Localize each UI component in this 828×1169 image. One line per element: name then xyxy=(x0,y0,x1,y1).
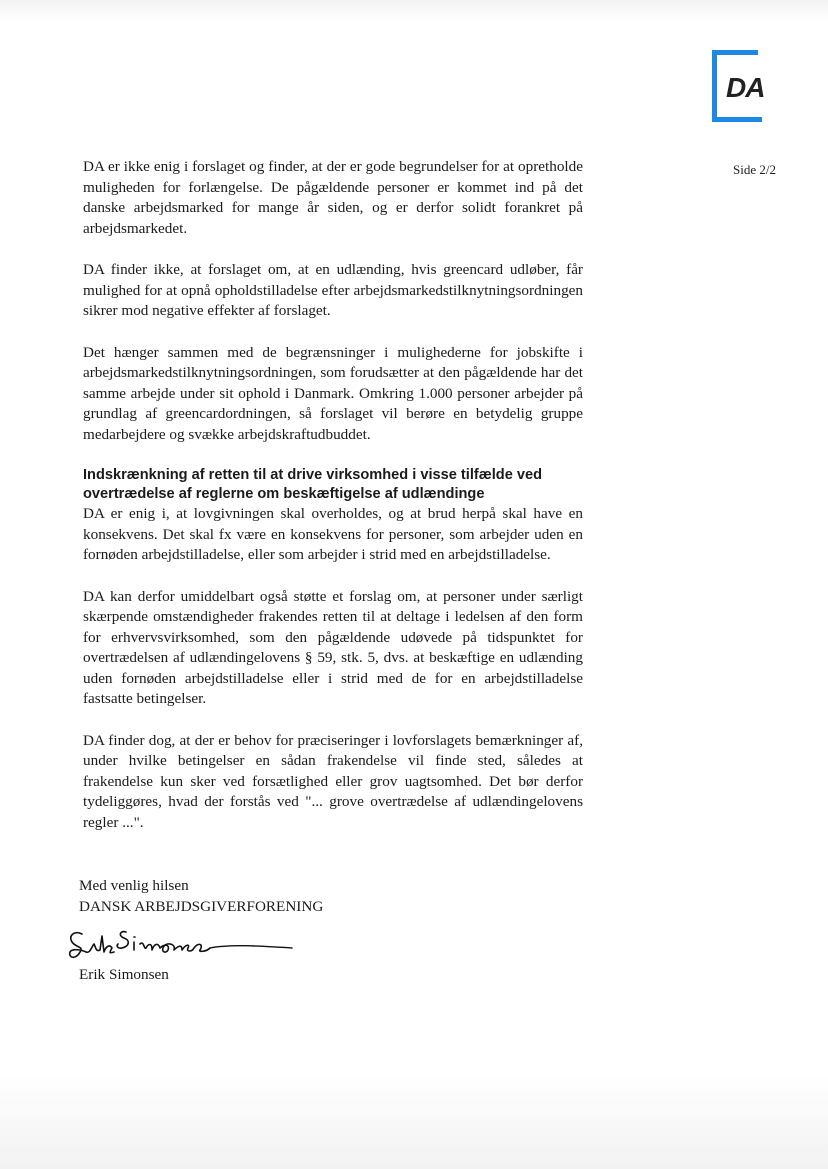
letter-body xyxy=(83,157,583,854)
paragraph-3: Det hænger sammen med de begrænsninger i mulighederne for jobskifte i arbejdsmarkedstilknytningsordningen, som forudsætter at den pågældende har det samme arbejde under sit ophold i Danmark. Omkring 1.000 personer arbejder på grundlag af greencardordningen, så forslaget vil berøre en betydelig gruppe medarbejdere og svække arbejdskraftudbuddet. xyxy=(83,343,583,443)
paragraph-6: DA finder dog, at der er behov for præciseringer i lovforslagets bemærkninger af, under hvilke betingelser en sådan frakendelse vil finde sted, således at frakendelse kun sker ved forsætlighed eller grov uagtsomhed. Det bør derfor tydeliggøres, hvad der forstås ved "... grove overtrædelse af udlændingelovens regler ...". xyxy=(83,731,583,831)
paragraph-4: DA er enig i, at lovgivningen skal overholdes, og at brud herpå skal have en konsekvens. Det skal fx være en konsekvens for personer, som arbejder uden en fornøden arbejdstilladelse, eller som arbejder i strid med en arbejdstilladelse. xyxy=(83,505,583,563)
paragraph-5: DA kan derfor umiddelbart også støtte et forslag om, at personer under særligt skærpende omstændigheder frakendes retten til at deltage i ledelsen af den form for erhvervsvirksomhed, som den pågældende udøvede på tidspunktet for overtrædelsen af udlændingelovens § 59, stk. 5, dvs. at beskæftige en udlænding uden fornøden arbejdstilladelse eller i strid med de for en arbejdstilladelse fastsatte betingelser. xyxy=(83,587,583,707)
da-logo xyxy=(712,50,768,122)
section-heading: Indskrænkning af retten til at drive virksomhed i visse tilfælde ved overtrædelse af reglerne om beskæftigelse af udlændinge xyxy=(83,467,543,502)
page-number: Side 2/2 xyxy=(733,162,776,177)
greeting: Med venlig hilsen xyxy=(79,877,189,894)
handwritten-signature xyxy=(60,922,300,966)
paragraph-2: DA finder ikke, at forslaget om, at en udlænding, hvis greencard udløber, får mulighed for at opnå opholdstilladelse efter arbejdsmarkedstilknytningsordningen sikrer mod negative effekter af forslaget. xyxy=(83,261,583,319)
logo-text: DA xyxy=(726,72,765,103)
scan-edge-top xyxy=(0,0,828,22)
signer-name: Erik Simonsen xyxy=(79,966,169,983)
paragraph-1: DA er ikke enig i forslaget og finder, at der er gode begrundelser for at opretholde muligheden for forlængelse. De pågældende personer er kommet ind på det danske arbejdsmarked for mange år siden, og er derfor solidt forankret på arbejdsmarkedet. xyxy=(83,158,583,237)
scan-edge-bottom xyxy=(0,1075,828,1169)
closing-block xyxy=(79,875,323,917)
organization-name: DANSK ARBEJDSGIVERFORENING xyxy=(79,898,324,915)
